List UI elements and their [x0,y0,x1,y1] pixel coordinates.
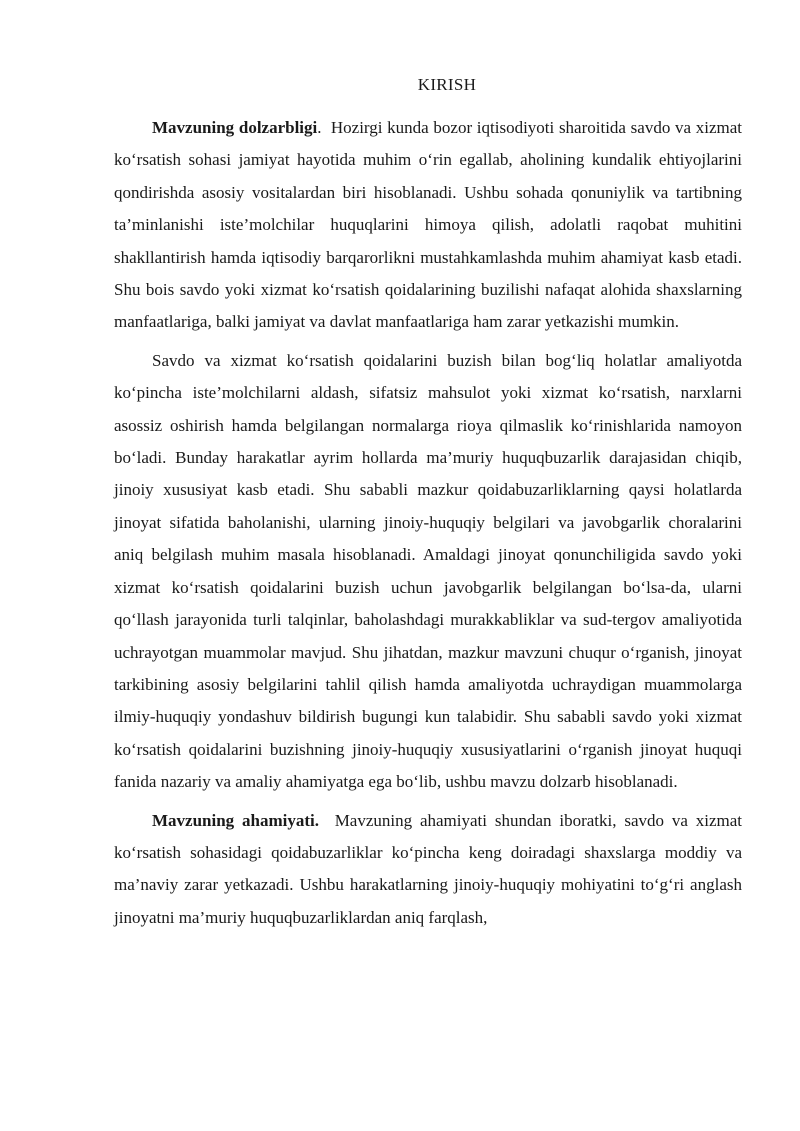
paragraph-lead: Mavzuning ahamiyati. [152,810,319,830]
paragraph-violations [114,345,742,799]
paragraph-lead: Mavzuning dolzarbligi [152,118,318,137]
paragraph-text: Savdo va xizmat ko‘rsatish qoidalarini buzish bilan bog‘liq holatlar amaliyotda ko‘pincha iste’molchilarni aldash, sifatsiz mahsulot yoki xizmat ko‘rsatish, narxlarni asossiz oshirish hamda belgilangan normalarga rioya qilmaslik ko‘rinishlarida namoyon bo‘ladi. Bunday harakatlar ayrim hollarda ma’muriy huquqbuzarlik darajasidan chiqib, jinoiy xususiyat kasb etadi. Shu sababli mazkur qoidabuzarliklarning qaysi holatlarda jinoyat sifatida baholanishi, ularning jinoiy-huquqiy belgilari va javobgarlik choralarini aniq belgilash muhim masala hisoblanadi. Amaldagi jinoyat qonunchiligida savdo yoki xizmat ko‘rsatish qoidalarini buzish uchun javobgarlik belgilangan bo‘lsa-da, ularni qo‘llash jarayonida turli talqinlar, baholashdagi murakkabliklar va sud-tergov amaliyotida uchrayotgan muammolar mavjud. Shu jihatdan, mazkur mavzuni chuqur o‘rganish, jinoyat tarkibining asosiy belgilarini tahlil qilish hamda amaliyotda uchraydigan muammolarga ilmiy-huquqiy yondashuv bildirish bugungi kun talabidir. Shu sababli savdo yoki xizmat ko‘rsatish qoidalarini buzishning jinoiy-huquqiy xususiyatlarini o‘rganish jinoyat huquqi fanida nazariy va amaliy ahamiyatga ega bo‘lib, ushbu mavzu dolzarb hisoblanadi. [114,350,742,792]
paragraph-importance [114,805,747,935]
paragraph-text: Mavzuning ahamiyati shundan iboratki, savdo va xizmat ko‘rsatish sohasidagi qoidabuzarliklar ko‘pincha keng doiradagi shaxslarga moddiy va ma’naviy zarar yetkazadi. Ushbu harakatlarning jinoiy-huquqiy mohiyatini to‘g‘ri anglash jinoyatni ma’muriy huquqbuzarliklardan aniq farqlash, [114,810,747,927]
paragraph-text: Hozirgi kunda bozor iqtisodiyoti sharoitida savdo va xizmat ko‘rsatish sohasi jamiyat hayotida muhim o‘rin egallab, aholining kundalik ehtiyojlarini qondirishda asosiy vositalardan biri hisoblanadi. Ushbu sohada qonuniylik va tartibning ta’minlanishi iste’molchilar huquqlarini himoya qilish, adolatli raqobat muhitini shakllantirish hamda iqtisodiy barqarorlikni mustahkamlashda muhim ahamiyat kasb etadi. Shu bois savdo yoki xizmat ko‘rsatish qoidalarining buzilishi nafaqat alohida shaxslarning manfaatlariga, balki jamiyat va davlat manfaatlariga ham zarar yetkazishi mumkin. [114,118,747,332]
section-heading: KIRISH [417,75,477,94]
paragraph-lead-suffix: . [317,118,322,137]
document-page [114,72,747,940]
paragraph-relevance [114,112,747,339]
